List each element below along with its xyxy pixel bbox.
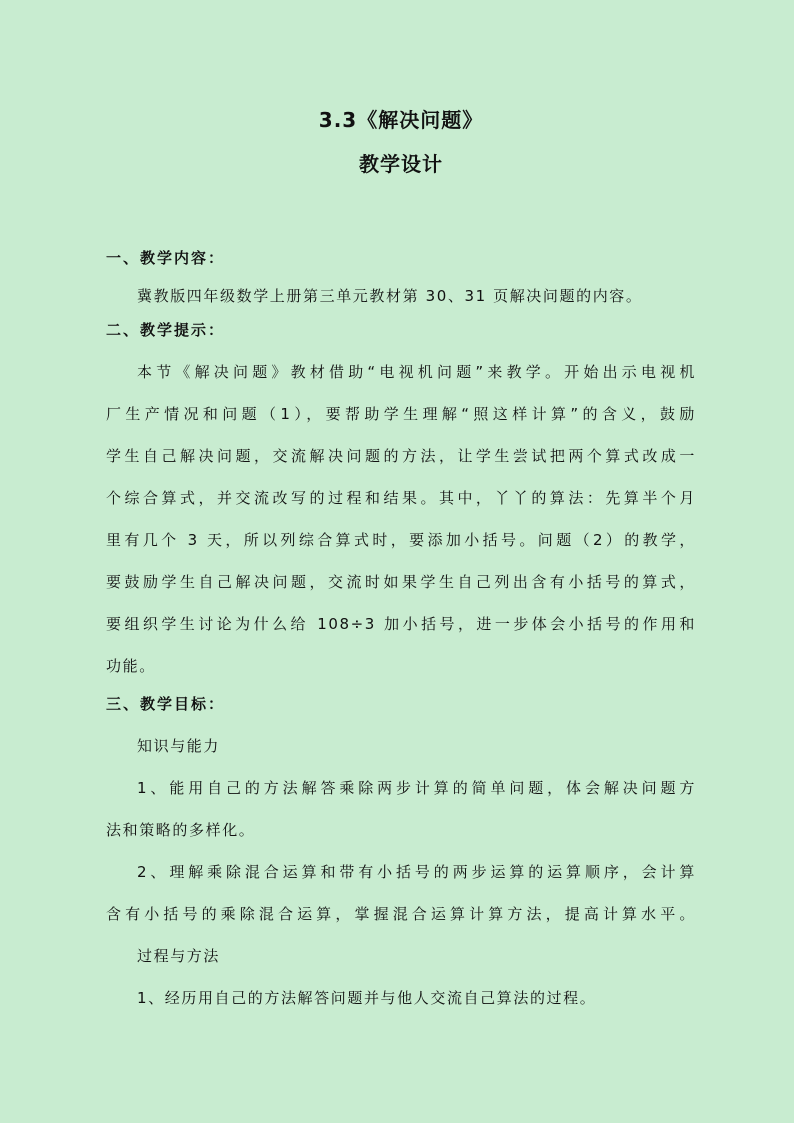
document-subtitle: 教学设计 [359, 152, 443, 176]
text-line: 法和策略的多样化。 [106, 821, 256, 839]
text-line: 里有几个 3 天，所以列综合算式时，要添加小括号。问题（2）的教学， [106, 531, 696, 549]
text-line: 2、理解乘除混合运算和带有小括号的两步运算的运算顺序，会计算 [137, 863, 696, 881]
section-heading-content: 一、教学内容： [106, 249, 226, 267]
section-hints-text [106, 351, 696, 687]
text-line: 冀教版四年级数学上册第三单元教材第 30、31 页解决问题的内容。 [137, 287, 643, 305]
text-line: 要鼓励学生自己解决问题，交流时如果学生自己列出含有小括号的算式， [106, 573, 696, 591]
document-title: 3.3《解决问题》 [318, 108, 484, 132]
text-line: 要组织学生讨论为什么给 108÷3 加小括号，进一步体会小括号的作用和 [106, 615, 696, 633]
text-line: 含有小括号的乘除混合运算，掌握混合运算计算方法，提高计算水平。 [106, 905, 696, 923]
text-line: 功能。 [106, 657, 156, 675]
subheading-process: 过程与方法 [137, 947, 221, 965]
subheading-knowledge: 知识与能力 [137, 737, 221, 755]
text-line: 1、经历用自己的方法解答问题并与他人交流自己算法的过程。 [137, 989, 597, 1007]
text-line: 本节《解决问题》教材借助“电视机问题”来教学。开始出示电视机 [137, 363, 696, 381]
section-heading-goals: 三、教学目标： [106, 695, 226, 713]
section-goals-text [106, 725, 696, 1019]
text-line: 厂生产情况和问题（1），要帮助学生理解“照这样计算”的含义，鼓励 [106, 405, 696, 423]
text-line: 学生自己解决问题，交流解决问题的方法，让学生尝试把两个算式改成一 [106, 447, 696, 465]
text-line: 个综合算式，并交流改写的过程和结果。其中，丫丫的算法：先算半个月 [106, 489, 696, 507]
section-content-text [106, 275, 696, 317]
text-line: 1、能用自己的方法解答乘除两步计算的简单问题，体会解决问题方 [137, 779, 696, 797]
section-heading-hints: 二、教学提示： [106, 321, 226, 339]
